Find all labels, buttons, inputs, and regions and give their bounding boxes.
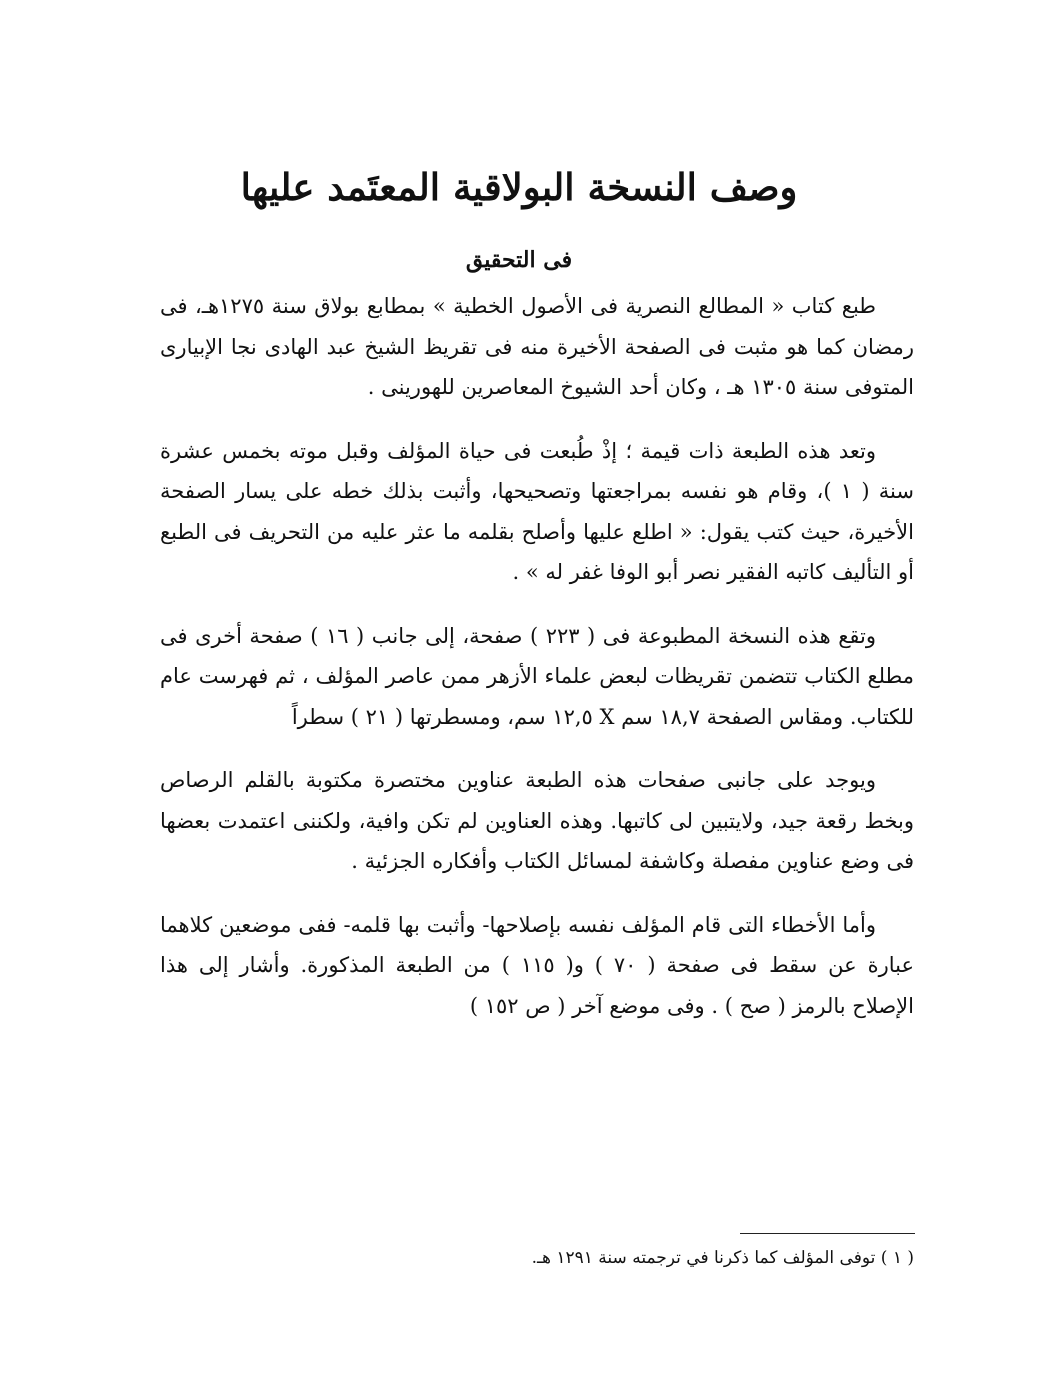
paragraph: طبع كتاب « المطالع النصرية فى الأصول الخطية » بمطابع بولاق سنة ١٢٧٥هـ، فى رمضان كما هو مثبت فى الصفحة الأخيرة منه فى تقريظ الشيخ عبد الهادى نجا الإبيارى المتوفى سنة ١٣٠٥ هـ ، وكان أحد الشيوخ المعاصرين للهورينى . xyxy=(160,294,914,399)
paragraph: وأما الأخطاء التى قام المؤلف نفسه بإصلاحها- وأثبت بها قلمه- ففى موضعين كلاهما عبارة عن سقط فى صفحة ( ٧٠ ) و( ١١٥ ) من الطبعة المذكورة. وأشار إلى هذا الإصلاح بالرمز ( صح ) . وفى موضع آخر ( ص ١٥٢ ) xyxy=(160,912,914,1018)
footnote: ( ١ ) توفى المؤلف كما ذكرنا في ترجمته سنة ١٢٩١ هـ. xyxy=(531,1248,914,1268)
page-title: وصف النسخة البولاقية المعتَمد عليها xyxy=(240,164,798,209)
paragraph: ويوجد على جانبى صفحات هذه الطبعة عناوين مختصرة مكتوبة بالقلم الرصاص وبخط رقعة جيد، ولايتبين لى كاتبها. وهذه العناوين لم تكن وافية، ولكننى اعتمدت بعضها فى وضع عناوين مفصلة وكاشفة لمسائل الكتاب وأفكاره الجزئية . xyxy=(160,768,914,873)
body-text xyxy=(160,286,914,1049)
footnote-divider xyxy=(740,1233,915,1234)
page-subtitle: فى التحقيق xyxy=(465,247,573,274)
paragraph: وتقع هذه النسخة المطبوعة فى ( ٢٢٣ ) صفحة، إلى جانب ( ١٦ ) صفحة أخرى فى مطلع الكتاب تتضمن تقريظات لبعض علماء الأزهر ممن عاصر المؤلف ، ثم فهرست عام للكتاب. ومقاس الصفحة ١٨,٧ سم X ١٢,٥ سم، ومسطرتها ( ٢١ ) سطراً xyxy=(160,623,914,729)
paragraph: وتعد هذه الطبعة ذات قيمة ؛ إذْ طُبعت فى حياة المؤلف وقبل موته بخمس عشرة سنة ( ١ )، وقام هو نفسه بمراجعتها وتصحيحها، وأثبت بذلك خطه على يسار الصفحة الأخيرة، حيث كتب يقول: « اطلع عليها وأصلح بقلمه ما عثر عليه من التحريف فى الطبع أو التأليف كاتبه الفقير نصر أبو الوفا غفر له » . xyxy=(160,438,914,584)
